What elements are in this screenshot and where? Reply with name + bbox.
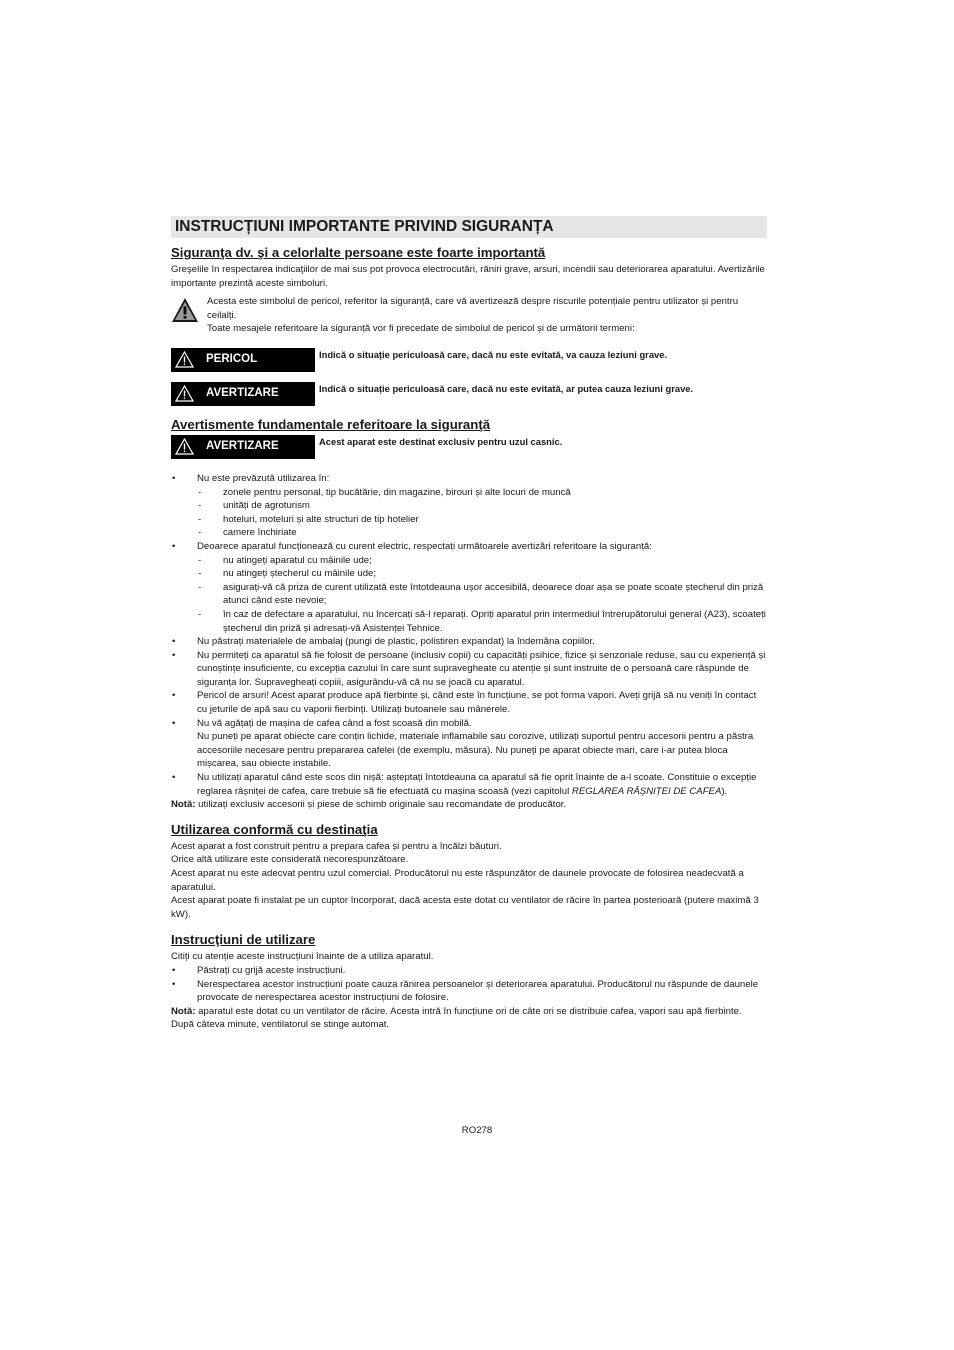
sub-list — [197, 554, 767, 636]
pericol-label-box — [171, 348, 315, 372]
list-item: • Nu păstrați materialele de ambalaj (pungi de plastic, polistiren expandat) la îndemâna copiilor. — [171, 635, 767, 649]
list-item: • Nerespectarea acestor instrucțiuni poate cauza rănirea persoanelor și deteriorarea aparatului. Producătorul nu răspunde de daunele provocate de nerespectarea acestor instrucțiuni de folosire. — [171, 978, 767, 1005]
list-item: - camere închiriate — [197, 526, 767, 540]
page-title: INSTRUCȚIUNI IMPORTANTE PRIVIND SIGURANȚA — [171, 216, 767, 238]
danger-symbol-text — [207, 295, 767, 336]
intended-use-p1: Acest aparat a fost construit pentru a prepara cafea și pentru a încălzi băuturi. — [171, 840, 502, 852]
page-number: RO278 — [461, 1125, 493, 1136]
warning-triangle-icon — [175, 438, 194, 455]
list-item: • Nu vă agățați de mașina de cafea când a fost scoasă din mobilă. Nu puneți pe aparat obiecte care conțin lichide, materiale inflamabile sau corozive, utilizați suportul pentru accesorii pentru a păstra accesoriile necesare pentru prepararea cafelei (de exemplu, măsura). Nu puneți pe aparat obiecte mari, care i-ar putea bloca mișcarea, sau obiecte instabile. — [171, 717, 767, 771]
intended-use-p4: Acest aparat poate fi instalat pe un cuptor încorporat, dacă acesta este dotat cu ventilator de răcire în partea posterioară (putere maximă 3 kW). — [171, 895, 759, 920]
warning-triangle-icon — [171, 296, 199, 324]
avertizare-description: Indică o situație periculoasă care, dacă nu este evitată, ar putea cauza leziuni grave. — [319, 382, 694, 394]
warning-triangle-icon — [175, 385, 194, 402]
danger-symbol-desc: Acesta este simbolul de pericol, referitor la siguranță, care vă avertizează despre riscurile potențiale pentru utilizator și pentru ceilalți. — [207, 296, 739, 321]
warnings-list — [171, 472, 767, 798]
section-heading-safety: Siguranţa dv. şi a celorlalte persoane este foarte importantă — [171, 245, 546, 260]
list-item: • Nu permiteți ca aparatul să fie folosit de persoane (inclusiv copii) cu capacități psihice, fizice și senzoriale reduse, sau cu experiență și cunoștințe insuficiente, cu excepția cazului în care sunt supravegheate cu atenție și sunt instruite de o persoană care răspunde de siguranța lor. Supravegheați copiii, asigurându-vă că nu se joacă cu aparatul. — [171, 649, 767, 690]
list-item: - în caz de defectare a aparatului, nu încercați să-l reparați. Opriți aparatul prin intermediul întrerupătorului general (A23), scoateți ștecherul din priză și adresați-vă Asistenței Tehnice. — [197, 608, 767, 635]
list-item: • Deoarece aparatul funcționează cu curent electric, respectați următoarele avertizări referitoare la siguranță: - nu atingeți aparatul cu mâinile ude; - nu atingeți ștecherul cu mâinile ude; - asigurați-vă că priza de curent utilizată este întotdeauna ușor accesibilă, deoarece doar așa se poate scoate ștecherul din priză atunci când este nevoie; - în caz de defectare a aparatului, nu încercați să-l reparați. Opriți aparatul prin intermediul întrerupătorului general (A23), scoateți ștecherul din priză și adresați-vă Asistenței Tehnice. — [171, 540, 767, 635]
note-fan: Notă: aparatul este dotat cu un ventilator de răcire. Acesta intră în funcțiune ori de câte ori se distribuie cafea, vapori sau apă fierbinte. După câteva minute, ventilatorul se stinge automat. — [171, 1005, 742, 1031]
intended-use-p3: Acest aparat nu este adecvat pentru uzul comercial. Producătorul nu este răspunzător de daunele provocate de folosirea neadecvată a aparatului. — [171, 868, 744, 893]
pericol-row — [171, 348, 767, 372]
section-heading-warnings: Avertismente fundamentale referitoare la siguranţă — [171, 416, 491, 432]
avertizare-label-box — [171, 435, 315, 459]
avertizare-label: AVERTIZARE — [206, 387, 279, 400]
section-heading-instructions: Instrucţiuni de utilizare — [171, 932, 316, 948]
list-item: - nu atingeți ștecherul cu mâinile ude; — [197, 567, 767, 581]
list-item: • Păstrați cu grijă aceste instrucțiuni. — [171, 964, 767, 978]
sub-list — [197, 486, 767, 540]
list-item: - hoteluri, moteluri și alte structuri de tip hotelier — [197, 513, 767, 527]
instructions-p1: Citiți cu atenție aceste instrucțiuni înainte de a utiliza aparatul. — [171, 951, 434, 963]
danger-symbol-note: Toate mesajele referitoare la siguranță vor fi precedate de simbolul de pericol și de următorii termeni: — [207, 323, 635, 335]
list-item: - unități de agroturism — [197, 499, 767, 513]
pericol-description: Indică o situație periculoasă care, dacă nu este evitată, va cauza leziuni grave. — [319, 348, 668, 360]
list-item: • Nu este prevăzută utilizarea în: - zonele pentru personal, tip bucătărie, din magazine, birouri și alte locuri de muncă - unități de agroturism - hoteluri, moteluri și alte structuri de tip hotelier - camere închiriate — [171, 472, 767, 540]
list-item: • Nu utilizați aparatul când este scos din nișă: așteptați întotdeauna ca aparatul să fie oprit înainte de a-l scoate. Constituie o excepție reglarea râșniței de cafea, care trebuie să fie efectuată cu mașina scoasă (vezi capitolul REGLAREA RÂȘNIȚEI DE CAFEA). — [171, 771, 767, 798]
avertizare-row — [171, 382, 767, 406]
household-use-description: Acest aparat este destinat exclusiv pentru uzul casnic. — [319, 435, 563, 447]
avertizare-label: AVERTIZARE — [206, 440, 279, 453]
safety-intro: Greşelile în respectarea indicaţiilor de mai sus pot provoca electrocutări, răniri grave, arsuri, incendii sau deteriorarea aparatului. Avertizările importante prezintă aceste simboluri. — [171, 264, 765, 289]
instructions-list — [171, 964, 767, 1005]
pericol-label: PERICOL — [206, 353, 258, 366]
page-content — [171, 216, 767, 1032]
danger-symbol-block — [171, 295, 767, 336]
note-accessories: Notă: utilizați exclusiv accesorii și piese de schimb originale sau recomandate de producător. — [171, 799, 567, 811]
list-item: - asigurați-vă că priza de curent utilizată este întotdeauna ușor accesibilă, deoarece doar așa se poate scoate ștecherul din priză atunci când este nevoie; — [197, 581, 767, 608]
warning-triangle-icon — [175, 351, 194, 368]
list-item: - nu atingeți aparatul cu mâinile ude; — [197, 554, 767, 568]
section-heading-intended-use: Utilizarea conformă cu destinaţia — [171, 821, 378, 837]
avertizare-label-box — [171, 382, 315, 406]
intended-use-p2: Orice altă utilizare este considerată necorespunzătoare. — [171, 854, 409, 866]
list-item: • Pericol de arsuri! Acest aparat produce apă fierbinte și, când este în funcțiune, se pot forma vapori. Aveți grijă să nu veniți în contact cu jeturile de apă sau cu vaporii fierbinți. Utilizați butoanele sau mânerele. — [171, 689, 767, 716]
avertizare-row-2 — [171, 435, 767, 459]
list-item: - zonele pentru personal, tip bucătărie, din magazine, birouri și alte locuri de muncă — [197, 486, 767, 500]
warnings-list-wrap — [171, 472, 767, 812]
